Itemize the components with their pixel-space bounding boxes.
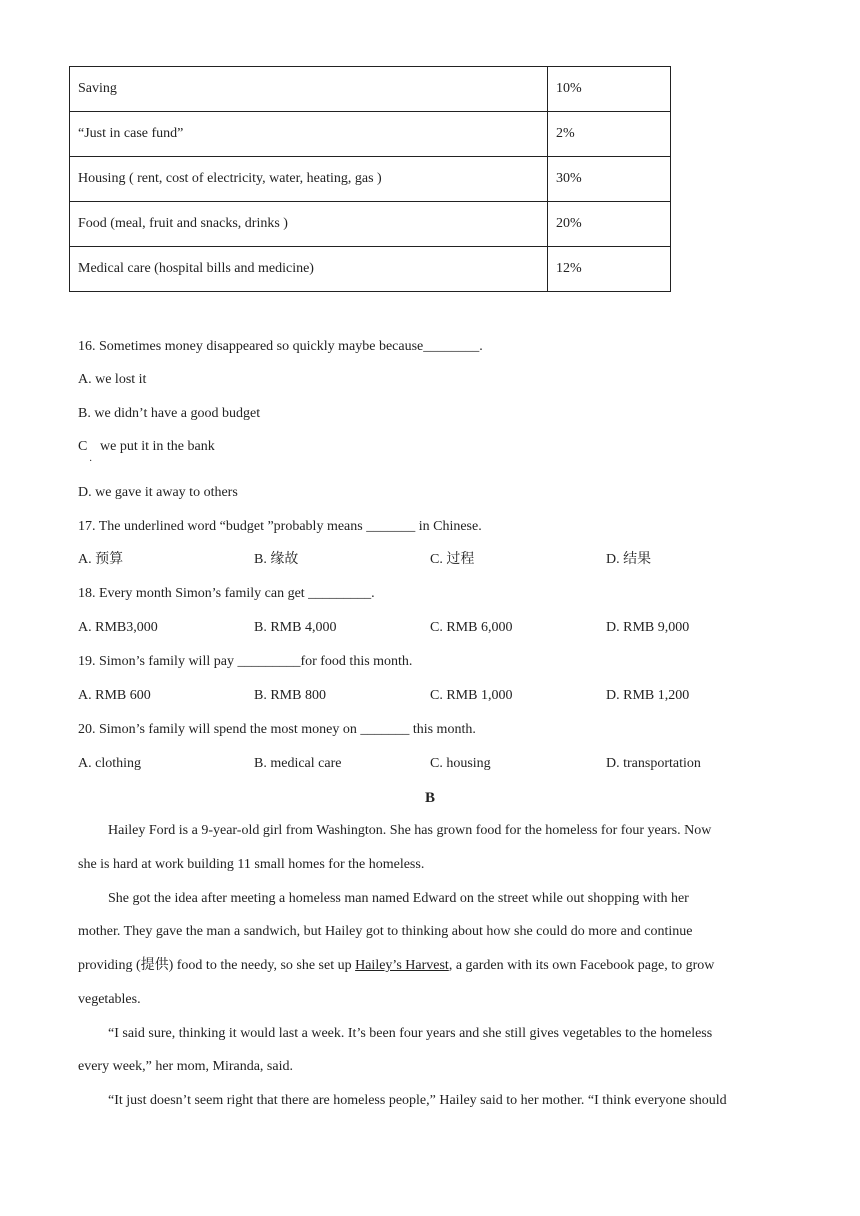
question-16-option-d: D. we gave it away to others [78, 485, 238, 500]
question-16-option-c: we put it in the bank [100, 439, 215, 454]
table-row [70, 202, 671, 247]
question-16-option-c-dot: · [89, 456, 93, 467]
question-18-option-c: C. RMB 6,000 [430, 620, 513, 635]
table-cell-percent: 10% [548, 67, 671, 112]
table-cell-category: Food (meal, fruit and snacks, drinks ) [70, 202, 548, 247]
question-19-option-b: B. RMB 800 [254, 688, 326, 703]
question-17-option-b: B. 缘故 [254, 552, 299, 567]
table-cell-percent: 12% [548, 247, 671, 292]
passage-text: , a garden with its own Facebook page, to grow [448, 958, 715, 973]
passage-line: She got the idea after meeting a homeless man named Edward on the street while out shopping with her [108, 891, 689, 906]
table-row [70, 157, 671, 202]
question-19-option-d: D. RMB 1,200 [606, 688, 690, 703]
table-cell-percent: 30% [548, 157, 671, 202]
underlined-term: Hailey’s Harvest [355, 958, 449, 973]
passage-line: every week,” her mom, Miranda, said. [78, 1059, 293, 1074]
question-20-option-a: A. clothing [78, 756, 141, 771]
question-20-option-b: B. medical care [254, 756, 342, 771]
question-18-option-a: A. RMB3,000 [78, 620, 158, 635]
budget-table [69, 66, 671, 292]
passage-line: mother. They gave the man a sandwich, but Hailey got to thinking about how she could do more and continue [78, 924, 693, 939]
table-cell-percent: 2% [548, 112, 671, 157]
question-17-stem: 17. The underlined word “budget ”probably means _______ in Chinese. [78, 519, 482, 534]
question-17-option-d: D. 结果 [606, 552, 652, 567]
question-19-option-a: A. RMB 600 [78, 688, 151, 703]
passage-line: “It just doesn’t seem right that there are homeless people,” Hailey said to her mother. “I think everyone should [108, 1093, 727, 1108]
table-cell-category: Medical care (hospital bills and medicine) [70, 247, 548, 292]
question-18-option-b: B. RMB 4,000 [254, 620, 337, 635]
passage-line: “I said sure, thinking it would last a week. It’s been four years and she still gives vegetables to the homeless [108, 1026, 713, 1041]
question-19-stem: 19. Simon’s family will pay _________for food this month. [78, 654, 413, 669]
table-row [70, 247, 671, 292]
table-cell-category: Housing ( rent, cost of electricity, water, heating, gas ) [70, 157, 548, 202]
question-17-option-a: A. 预算 [78, 552, 124, 567]
passage-line: she is hard at work building 11 small homes for the homeless. [78, 857, 425, 872]
question-20-option-c: C. housing [430, 756, 491, 771]
passage-line: Hailey Ford is a 9-year-old girl from Washington. She has grown food for the homeless for four years. Now [108, 823, 712, 838]
passage-text: providing (提供) food to the needy, so she set up [78, 958, 356, 973]
question-16-option-a: A. we lost it [78, 372, 147, 387]
question-20-stem: 20. Simon’s family will spend the most money on _______ this month. [78, 722, 476, 737]
passage-line: vegetables. [78, 992, 141, 1007]
question-18-stem: 18. Every month Simon’s family can get _________. [78, 586, 375, 601]
table-row [70, 112, 671, 157]
table-cell-percent: 20% [548, 202, 671, 247]
question-16-stem: 16. Sometimes money disappeared so quickly maybe because________. [78, 339, 483, 354]
table-row [70, 67, 671, 112]
question-18-option-d: D. RMB 9,000 [606, 620, 690, 635]
section-title: B [424, 790, 435, 806]
table-cell-category: Saving [70, 67, 548, 112]
passage-line [78, 956, 780, 976]
question-19-option-c: C. RMB 1,000 [430, 688, 513, 703]
question-16-option-b: B. we didn’t have a good budget [78, 406, 261, 421]
question-20-option-d: D. transportation [606, 756, 701, 771]
question-17-option-c: C. 过程 [430, 552, 475, 567]
question-16-option-c-letter: C [78, 439, 88, 454]
table-cell-category: “Just in case fund” [70, 112, 548, 157]
